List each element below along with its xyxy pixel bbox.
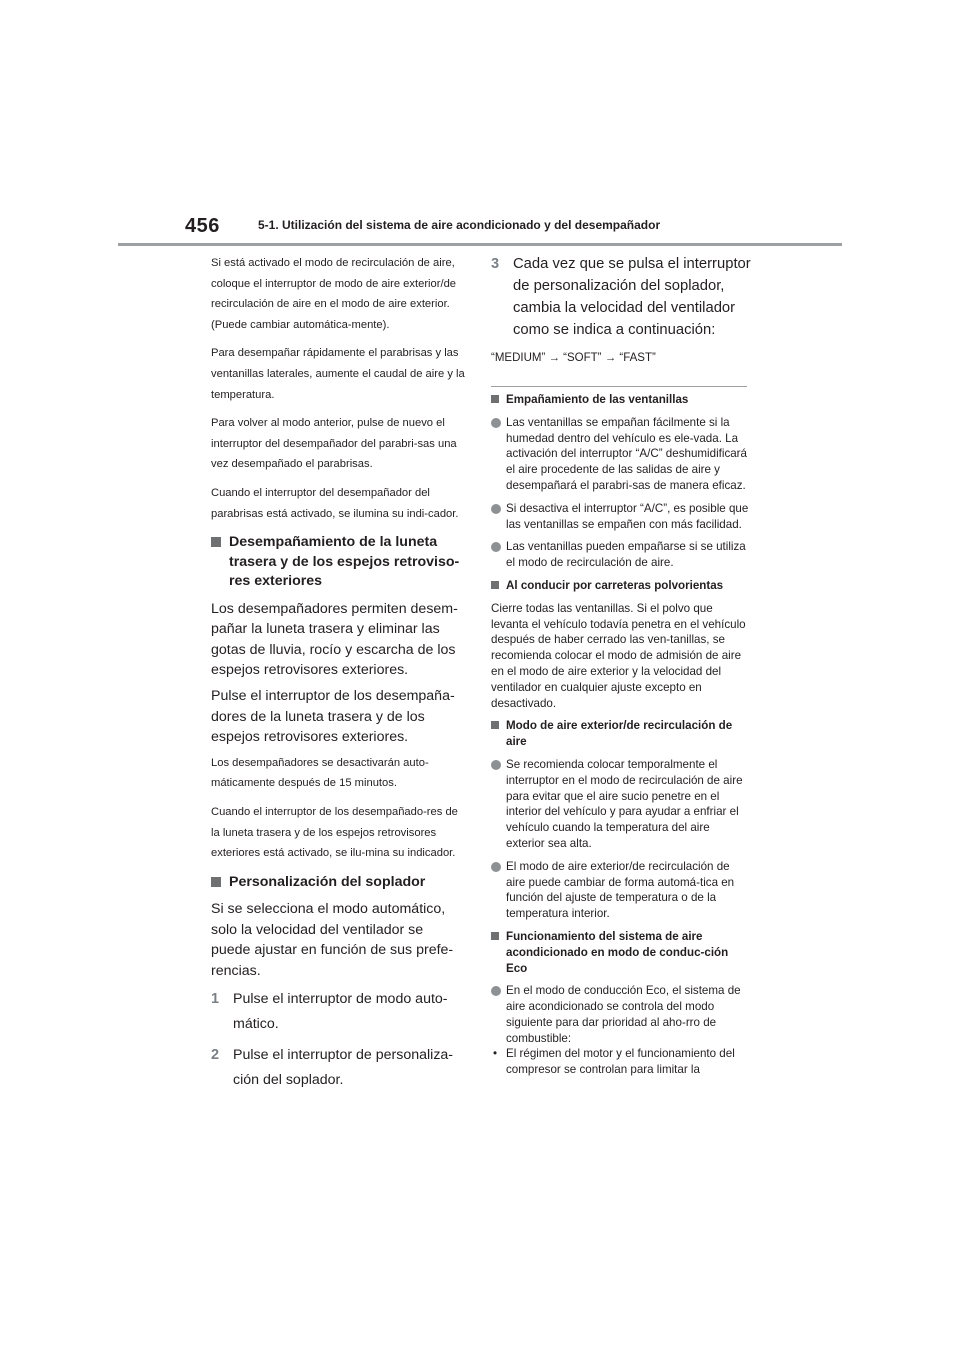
bullet-text: El modo de aire exterior/de recirculación de aire puede cambiar de forma automá-tica en función del ajuste de temperatura o de la temperatura interior. [506, 859, 735, 921]
bullet-item [491, 859, 751, 922]
heading-text: Personalización del soplador [229, 873, 426, 890]
bullet-item [491, 415, 751, 494]
step-number: 3 [491, 256, 500, 272]
circle-bullet-icon [491, 862, 501, 872]
sub-bullet-mark: • [493, 1047, 498, 1061]
subsection-heading [491, 578, 751, 594]
heading-text: Modo de aire exterior/de recirculación de aire [506, 719, 733, 749]
paragraph: Si se selecciona el modo automático, solo la velocidad del ventilador se puede ajustar en función de sus prefe-rencias. [211, 901, 454, 980]
bullet-text: Las ventanillas pueden empañarse si se utiliza el modo de recirculación de aire. [506, 540, 746, 570]
circle-bullet-icon [491, 986, 501, 996]
paragraph: Para desempañar rápidamente el parabrisas y las ventanillas laterales, aumente el caudal de aire y la temperatura. [211, 347, 465, 401]
subsection-heading [491, 929, 751, 976]
square-bullet-icon [491, 721, 499, 729]
square-bullet-icon [211, 877, 221, 887]
square-bullet-icon [211, 537, 221, 547]
step-item [211, 1043, 465, 1094]
bullet-item [491, 983, 751, 1046]
section-heading [211, 873, 465, 893]
paragraph: Pulse el interruptor de los desempaña-dores de la luneta trasera y de los espejos retrovisores exteriores. [211, 688, 455, 746]
square-bullet-icon [491, 395, 499, 403]
bullet-text: Si desactiva el interruptor “A/C”, es posible que las ventanillas se empañen con más facilidad. [506, 501, 749, 531]
sub-bullet-text: El régimen del motor y el funcionamiento del compresor se controlan para limitar la [506, 1047, 735, 1077]
paragraph: Cuando el interruptor de los desempañado-res de la luneta trasera y de los espejos retrovisores exteriores está activado, se ilu-mina su indicador. [211, 805, 458, 860]
section-title: 5-1. Utilización del sistema de aire acondicionado y del desempañador [258, 218, 661, 232]
bullet-text: En el modo de conducción Eco, el sistema de aire acondicionado se controla del modo siguiente para dar prioridad al aho-rro de combustible: [506, 984, 741, 1045]
step-number: 1 [211, 990, 220, 1007]
circle-bullet-icon [491, 418, 501, 428]
section-divider [491, 386, 747, 387]
left-column [211, 253, 465, 1099]
step-item [491, 253, 751, 341]
paragraph: Si está activado el modo de recirculación de aire, coloque el interruptor de modo de aire exterior/de recirculación de aire en el modo de aire exterior. (Puede cambiar automática-mente). [211, 257, 457, 331]
bullet-item [491, 539, 751, 571]
step-text: Pulse el interruptor de modo auto-mático. [233, 990, 448, 1033]
paragraph: Cierre todas las ventanillas. Si el polvo que levanta el vehículo todavía penetra en el vehículo después de haber cerrado las ven-tanillas, se recomienda colocar el modo de admisión de aire en el modo de aire exterior y la velocidad del ventilador en cualquier ajuste excepto en desactivado. [491, 601, 746, 710]
heading-text: Al conducir por carreteras polvorientas [506, 578, 724, 592]
right-column [491, 253, 751, 1078]
bullet-text: Las ventanillas se empañan fácilmente si la humedad dentro del vehículo es ele-vada. La activación del interruptor “A/C” deshumidificará el aire procedente de las salidas de aire y desempañará el parabri-sas de manera eficaz. [506, 415, 747, 492]
paragraph: Los desempañadores permiten desem-pañar la luneta trasera y eliminar las gotas de lluvia, rocío y escarcha de los espejos retrovisores exteriores. [211, 600, 458, 679]
subsection-heading [491, 392, 751, 408]
step-text: Cada vez que se pulsa el interruptor de personalización del soplador, cambia la velocidad del ventilador como se indica a continuación: [513, 256, 751, 338]
paragraph: Los desempañadores se desactivarán auto-máticamente después de 15 minutos. [211, 756, 429, 790]
circle-bullet-icon [491, 760, 501, 770]
heading-text: Desempañamiento de la luneta trasera y de los espejos retroviso-res exteriores [229, 534, 460, 590]
heading-text: Empañamiento de las ventanillas [506, 393, 689, 406]
square-bullet-icon [491, 581, 499, 589]
square-bullet-icon [491, 932, 499, 940]
step-number: 2 [211, 1046, 220, 1063]
bullet-item [491, 757, 751, 852]
bullet-item [491, 501, 751, 533]
paragraph: Cuando el interruptor del desempañador del parabrisas está activado, se ilumina su indi-cador. [211, 486, 459, 520]
page-header [118, 210, 842, 250]
heading-text: Funcionamiento del sistema de aire acondicionado en modo de conduc-ción Eco [506, 929, 729, 975]
speed-sequence: “MEDIUM” → “SOFT” → “FAST” [491, 352, 656, 364]
paragraph: Para volver al modo anterior, pulse de nuevo el interruptor del desempañador del parabri-sas una vez desempañado el parabrisas. [211, 417, 457, 471]
section-heading [211, 533, 465, 592]
step-text: Pulse el interruptor de personaliza-ción del soplador. [233, 1046, 454, 1089]
page-number: 456 [185, 215, 220, 237]
header-divider [118, 243, 842, 246]
sub-bullet-item [491, 1046, 751, 1078]
step-item [211, 987, 465, 1038]
subsection-heading [491, 718, 751, 750]
bullet-text: Se recomienda colocar temporalmente el interruptor en el modo de recirculación de aire para evitar que el aire sucio penetre en el interior del vehículo y para ayudar a enfriar el vehículo cuando la temperatura del aire exterior sea alta. [506, 757, 743, 850]
circle-bullet-icon [491, 542, 501, 552]
circle-bullet-icon [491, 504, 501, 514]
